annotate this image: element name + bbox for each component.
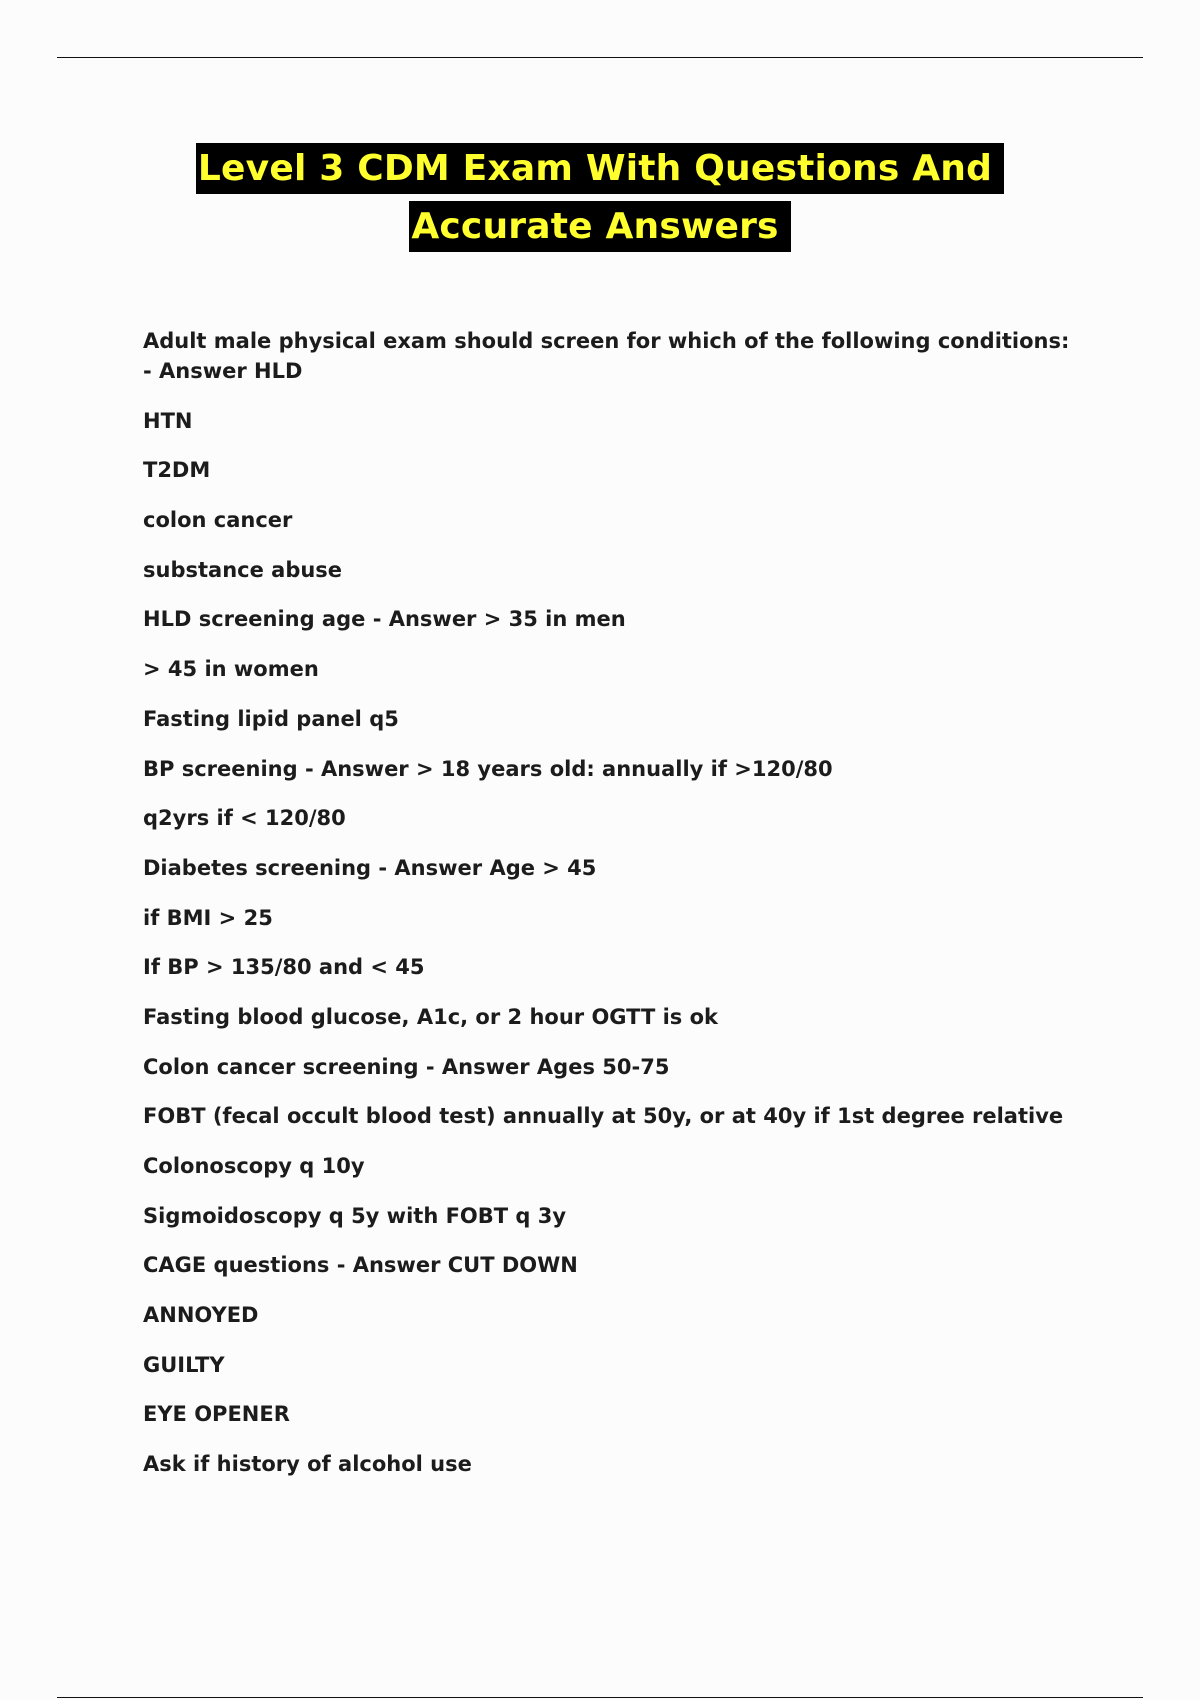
qa-line: Colonoscopy q 10y — [143, 1154, 365, 1178]
qa-line: Colon cancer screening - Answer Ages 50-75 — [143, 1054, 670, 1079]
qa-line: > 45 in women — [143, 657, 319, 682]
qa-line: GUILTY — [143, 1352, 225, 1377]
qa-line: Adult male physical exam should screen for which of the following conditions: - Answer HLD — [143, 329, 1070, 383]
qa-line: Fasting lipid panel q5 — [143, 706, 399, 731]
qa-line: ANNOYED — [143, 1303, 259, 1328]
qa-line: if BMI > 25 — [143, 905, 273, 930]
qa-line: Sigmoidoscopy q 5y with FOBT q 3y — [143, 1203, 567, 1228]
qa-line: HTN — [143, 408, 193, 433]
qa-line: EYE OPENER — [143, 1402, 290, 1427]
qa-line: Fasting blood glucose, A1c, or 2 hour OGTT is ok — [143, 1004, 719, 1029]
qa-line: T2DM — [143, 458, 211, 483]
title-line-2: Accurate Answers — [409, 201, 790, 252]
qa-line: BP screening - Answer > 18 years old: annually if >120/80 — [143, 756, 833, 781]
title-line-1: Level 3 CDM Exam With Questions And — [196, 143, 1004, 194]
qa-line: CAGE questions - Answer CUT DOWN — [143, 1253, 578, 1278]
qa-line: HLD screening age - Answer > 35 in men — [143, 607, 626, 632]
qa-line: substance abuse — [143, 557, 343, 582]
qa-line: Diabetes screening - Answer Age > 45 — [143, 855, 597, 880]
qa-line: If BP > 135/80 and < 45 — [143, 955, 425, 980]
qa-line: colon cancer — [143, 508, 293, 533]
qa-line: Ask if history of alcohol use — [143, 1452, 472, 1477]
qa-line: FOBT (fecal occult blood test) annually at 50y, or at 40y if 1st degree relative — [143, 1104, 1064, 1129]
footer-rule — [57, 1697, 1143, 1698]
qa-line: q2yrs if < 120/80 — [143, 806, 346, 831]
qa-content — [143, 326, 1083, 1499]
header-rule — [57, 57, 1143, 58]
document-title — [0, 143, 1200, 252]
